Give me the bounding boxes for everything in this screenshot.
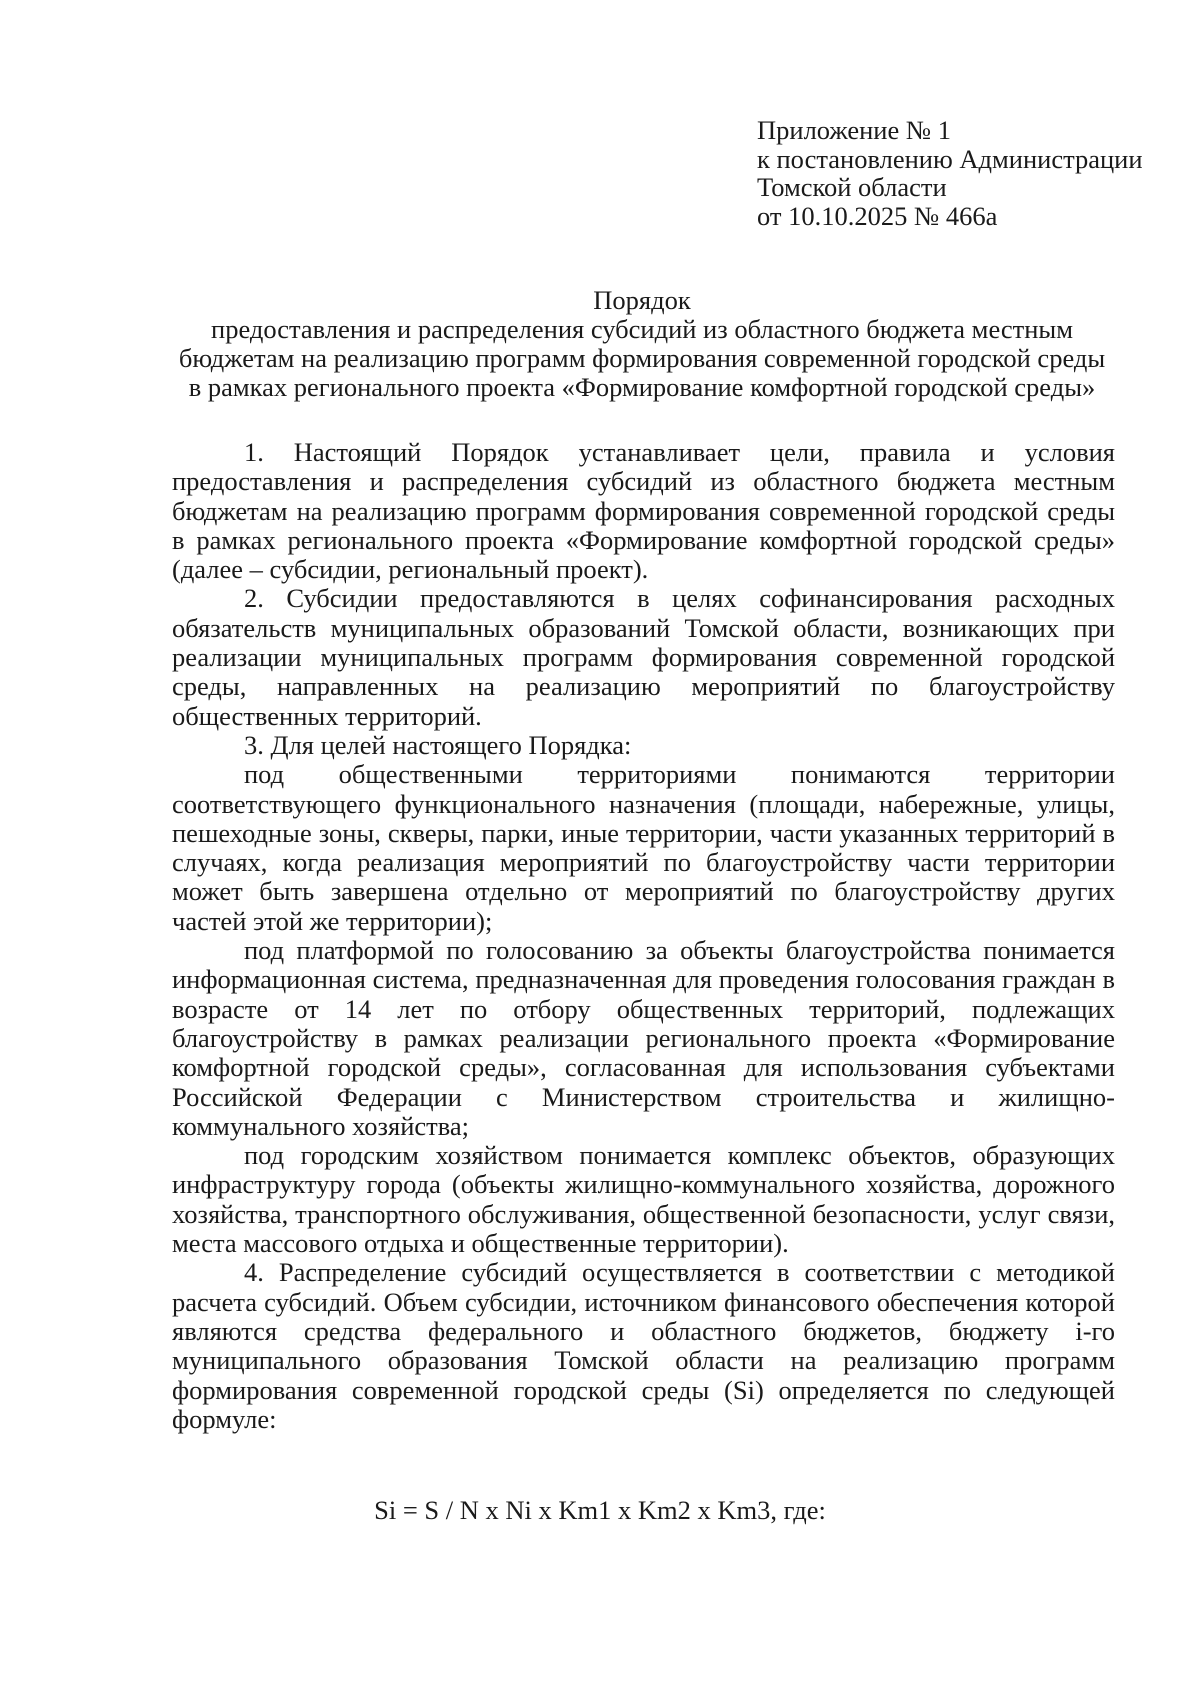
paragraph-public-territories: под общественными территориями понимаются территории соответствующего функционального назначения (площади, набережные, улицы, пешеходные зоны, скверы, парки, иные территории, части указанных территорий в случаях, когда реализация мероприятий по благоустройству части территории может быть завершена отдельно от мероприятий по благоустройству других частей этой же территории); (172, 759, 1115, 936)
approval-block (757, 116, 1157, 230)
title-line-3: в рамках регионального проекта «Формирование комфортной городской среды» (188, 372, 1096, 402)
document-body (172, 438, 1115, 1434)
title-line-2: бюджетам на реализацию программ формирования современной городской среды (178, 343, 1106, 373)
paragraph-1: 1. Настоящий Порядок устанавливает цели, правила и условия предоставления и распределения субсидий из областного бюджета местным бюджетам на реализацию программ формирования современной городской среды в рамках регионального проекта «Формирование комфортной городской среды» (далее – субсидии, региональный проект). (172, 437, 1115, 585)
paragraph-2: 2. Субсидии предоставляются в целях софинансирования расходных обязательств муниципальных образований Томской области, возникающих при реализации муниципальных программ формирования современной городской среды, направленных на реализацию мероприятий по благоустройству общественных территорий. (172, 583, 1115, 731)
title-line-1: предоставления и распределения субсидий из областного бюджета местным (211, 314, 1073, 344)
approval-line-1: Приложение № 1 (757, 115, 952, 145)
approval-line-4: от 10.10.2025 № 466а (757, 200, 998, 231)
approval-line-3: Томской области (757, 172, 947, 202)
subsidy-formula: Si = S / N x Ni x Km1 x Km2 x Km3, где: (374, 1495, 826, 1525)
paragraph-city-economy: под городским хозяйством понимается комплекс объектов, образующих инфраструктуру города (объекты жилищно-коммунального хозяйства, дорожного хозяйства, транспортного обслуживания, общественной безопасности, услуг связи, места массового отдыха и общественные территории). (172, 1140, 1115, 1259)
title-heading: Порядок (593, 285, 691, 315)
paragraph-3: 3. Для целей настоящего Порядка: (244, 729, 632, 760)
approval-line-2: к постановлению Администрации (757, 143, 1143, 174)
document-title (130, 286, 1154, 402)
paragraph-voting-platform: под платформой по голосованию за объекты благоустройства понимается информационная система, предназначенная для проведения голосования граждан в возрасте от 14 лет по отбору общественных территорий, подлежащих благоустройству в рамках реализации регионального проекта «Формирование комфортной городской среды», согласованная для использования субъектами Российской Федерации с Министерством строительства и жилищно-коммунального хозяйства; (172, 935, 1115, 1141)
paragraph-4: 4. Распределение субсидий осуществляется в соответствии с методикой расчета субсидий. Объем субсидии, источником финансового обеспечения которой являются средства федерального и областного бюджетов, бюджету i-го муниципального образования Томской области на реализацию программ формирования современной городской среды (Si) определяется по следующей формуле: (172, 1257, 1115, 1434)
